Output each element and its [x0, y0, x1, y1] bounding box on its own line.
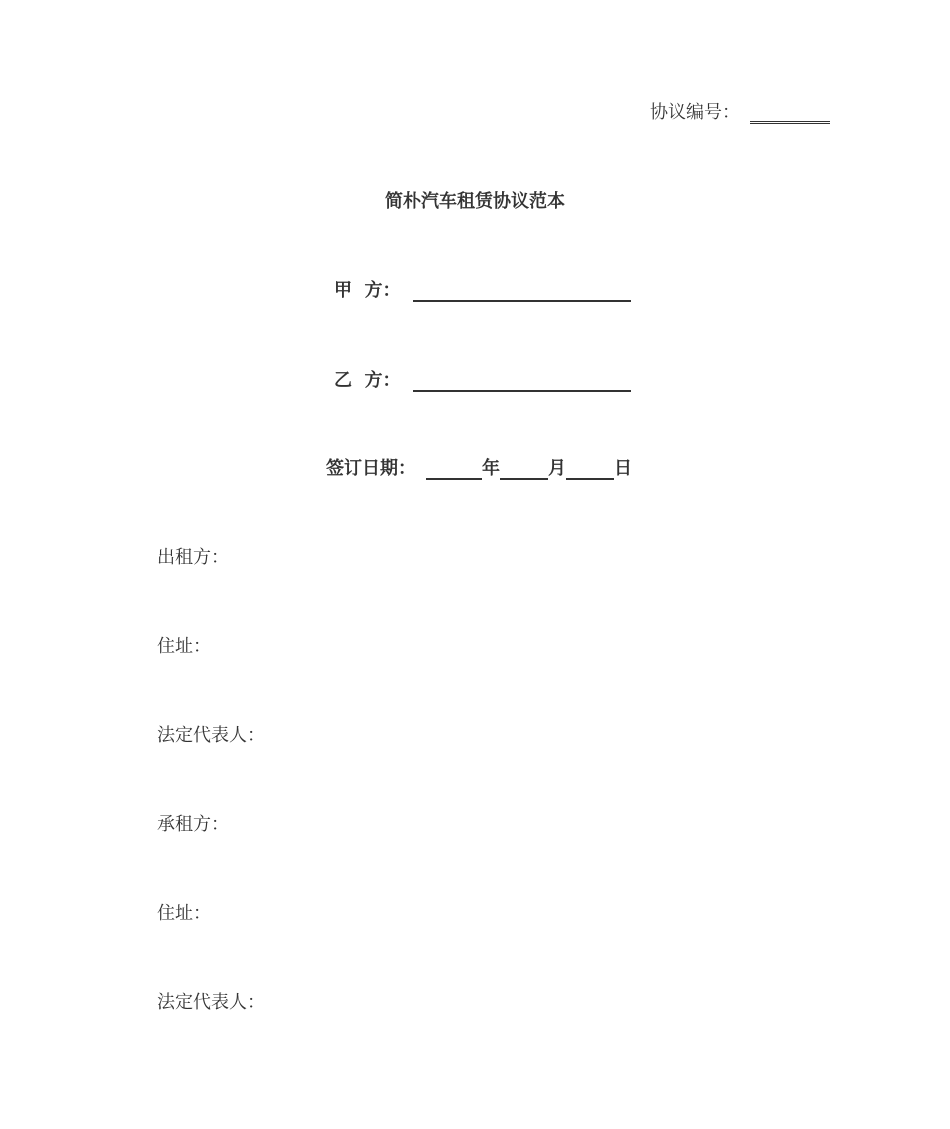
- party-a-blank: [413, 282, 631, 302]
- sign-date-label: 签订日期：: [326, 458, 416, 479]
- agreement-number-label: 协议编号：: [650, 102, 740, 123]
- lessee-address-label: 住址：: [157, 903, 211, 924]
- party-a-label: 甲 方：: [334, 280, 401, 301]
- sign-date-month-blank: [500, 460, 548, 480]
- sign-date-year-label: 年: [482, 458, 500, 479]
- sign-date-year-blank: [426, 460, 482, 480]
- sign-date-line: [326, 454, 632, 480]
- lessor-representative-label: 法定代表人：: [157, 725, 265, 746]
- lessor-name-label: 出租方：: [157, 547, 229, 568]
- party-b-label: 乙 方：: [334, 370, 401, 391]
- agreement-number-line: [650, 98, 830, 124]
- document-title: 简朴汽车租赁协议范本: [385, 191, 565, 212]
- lessee-name-label: 承租方：: [157, 814, 229, 835]
- sign-date-day-blank: [566, 460, 614, 480]
- lessee-representative-label: 法定代表人：: [157, 992, 265, 1013]
- sign-date-day-label: 日: [614, 458, 632, 479]
- party-b-blank: [413, 372, 631, 392]
- lessor-address-label: 住址：: [157, 636, 211, 657]
- sign-date-month-label: 月: [548, 458, 566, 479]
- party-a-line: [334, 276, 631, 302]
- party-b-line: [334, 366, 631, 392]
- agreement-number-blank: [750, 103, 830, 124]
